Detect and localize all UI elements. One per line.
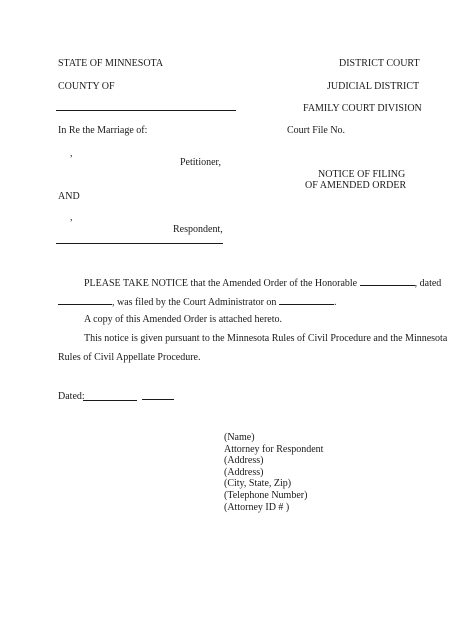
division-label: FAMILY COURT DIVISION <box>303 103 422 114</box>
rules-paragraph-line1: This notice is given pursuant to the Minnesota Rules of Civil Procedure and the Minnesota <box>84 333 448 344</box>
caption-bottom-line <box>56 243 223 244</box>
dated-label: Dated: <box>58 391 85 402</box>
court-file-no-label: Court File No. <box>287 125 346 136</box>
and-label: AND <box>58 191 80 202</box>
notice-title-line2: OF AMENDED ORDER <box>305 180 407 191</box>
court-label: DISTRICT COURT <box>339 58 420 69</box>
district-label: JUDICIAL DISTRICT <box>327 81 420 92</box>
signature-address-1: (Address) <box>224 455 264 467</box>
notice-title-line1: NOTICE OF FILING <box>318 169 406 180</box>
judge-name-blank <box>360 276 415 286</box>
petitioner-label: Petitioner, <box>180 157 221 168</box>
notice-paragraph-line2 <box>58 295 336 309</box>
signature-city-state-zip: (City, State, Zip) <box>224 478 292 490</box>
respondent-name-comma: , <box>70 212 73 223</box>
attached-paragraph: A copy of this Amended Order is attached hereto. <box>84 314 282 325</box>
notice-text-part2: , dated <box>414 278 442 289</box>
signature-address-2: (Address) <box>224 466 264 478</box>
signature-block <box>224 432 323 513</box>
dated-row <box>58 391 85 403</box>
notice-text-part4: . <box>333 297 337 308</box>
notice-paragraph-line1 <box>84 276 441 290</box>
county-blank-line <box>56 110 236 111</box>
dated-year-blank <box>142 399 174 400</box>
signature-attorney-id: (Attorney ID # ) <box>224 501 290 513</box>
petitioner-name-comma: , <box>70 148 73 159</box>
notice-text-part3: , was filed by the Court Administrator on <box>112 297 279 308</box>
notice-text-part1: PLEASE TAKE NOTICE that the Amended Order of the Honorable <box>84 278 360 289</box>
dated-month-blank <box>83 400 137 401</box>
county-label: COUNTY OF <box>58 81 115 92</box>
respondent-label: Respondent, <box>173 224 223 235</box>
signature-role: Attorney for Respondent <box>224 443 324 455</box>
filing-date-blank <box>279 295 334 305</box>
rules-paragraph-line2: Rules of Civil Appellate Procedure. <box>58 352 201 363</box>
order-date-blank <box>58 295 112 305</box>
state-label: STATE OF MINNESOTA <box>58 58 164 69</box>
in-re-label: In Re the Marriage of: <box>58 125 148 136</box>
signature-name: (Name) <box>224 432 255 443</box>
signature-telephone: (Telephone Number) <box>224 489 308 501</box>
